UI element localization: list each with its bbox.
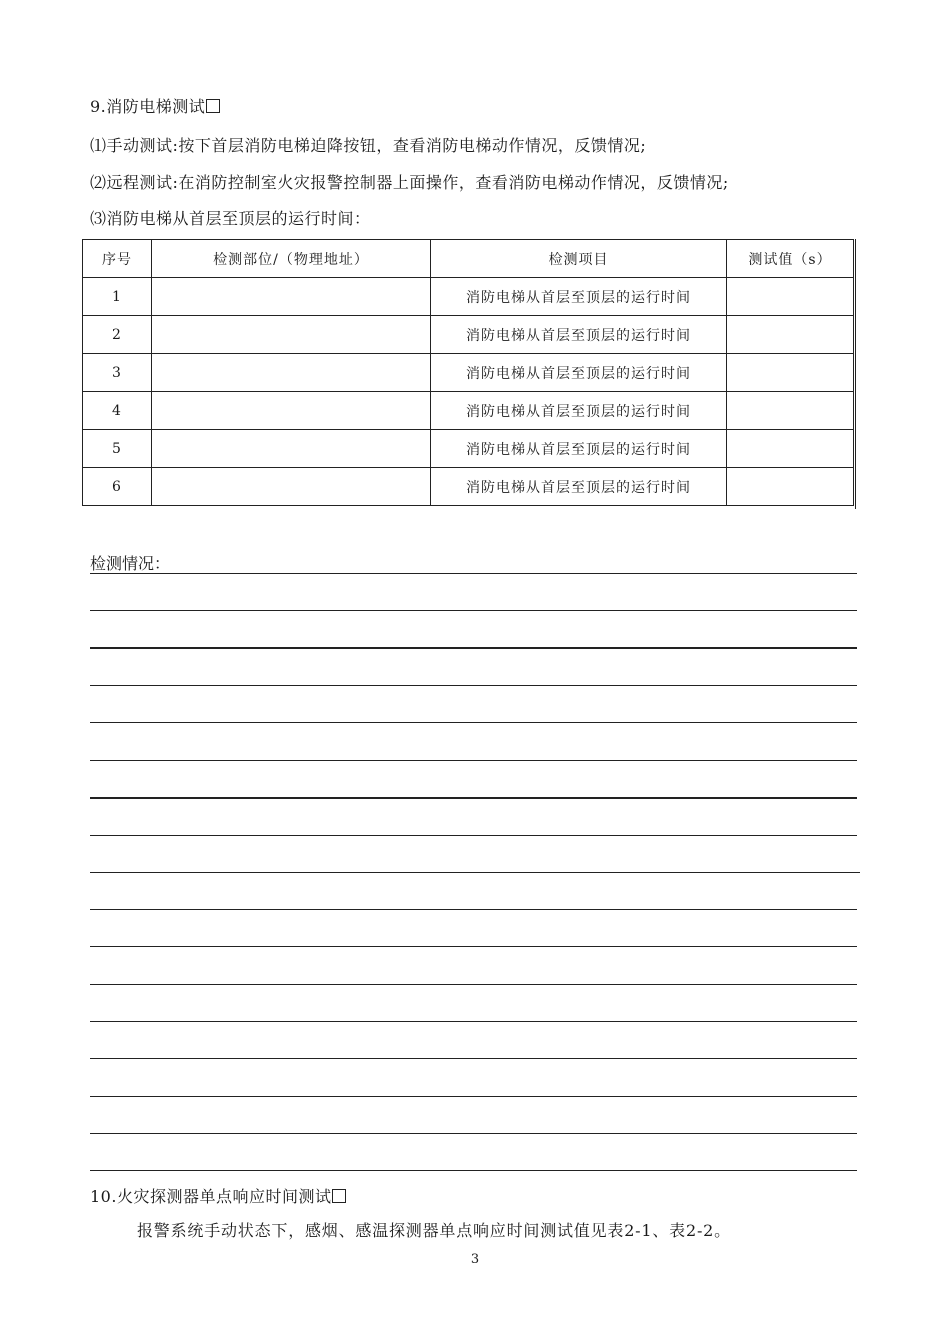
cell-item: 消防电梯从首层至顶层的运行时间 [431,278,727,316]
cell-value[interactable] [727,468,854,506]
header-value: 测试值（s） [727,240,854,278]
elevator-test-table [82,239,854,506]
cell-location[interactable] [152,354,431,392]
cell-location[interactable] [152,278,431,316]
writing-line[interactable] [90,1096,857,1097]
table-header-row [83,240,854,278]
writing-line[interactable] [90,760,857,761]
cell-item: 消防电梯从首层至顶层的运行时间 [431,316,727,354]
cell-no: 6 [83,468,152,506]
table-row [83,278,854,316]
cell-value[interactable] [727,430,854,468]
cell-item: 消防电梯从首层至顶层的运行时间 [431,468,727,506]
header-no: 序号 [83,240,152,278]
cell-value[interactable] [727,392,854,430]
section-9-title-text: 9.消防电梯测试 [90,97,206,116]
section-9-item-3: ⑶消防电梯从首层至顶层的运行时间： [90,209,371,228]
writing-line[interactable] [90,872,860,873]
cell-value[interactable] [727,316,854,354]
cell-value[interactable] [727,354,854,392]
cell-no: 2 [83,316,152,354]
header-location: 检测部位/（物理地址） [152,240,431,278]
writing-line[interactable] [90,1170,857,1171]
cell-item: 消防电梯从首层至顶层的运行时间 [431,430,727,468]
section-9-item-2: ⑵远程测试:在消防控制室火灾报警控制器上面操作，查看消防电梯动作情况，反馈情况; [90,173,729,192]
cell-location[interactable] [152,316,431,354]
header-item: 检测项目 [431,240,727,278]
checkbox-icon[interactable] [206,99,220,113]
writing-line[interactable] [90,610,857,611]
cell-value[interactable] [727,278,854,316]
page-number: 3 [470,1252,480,1267]
section-9-title [90,97,220,117]
cell-item: 消防电梯从首层至顶层的运行时间 [431,392,727,430]
writing-line[interactable] [90,647,857,649]
section-10-title-text: 10.火灾探测器单点响应时间测试 [90,1187,332,1206]
table-row [83,316,854,354]
detection-label: 检测情况： [90,554,171,573]
writing-line[interactable] [90,1021,857,1022]
cell-location[interactable] [152,392,431,430]
cell-no: 5 [83,430,152,468]
cell-no: 1 [83,278,152,316]
writing-line[interactable] [90,909,857,910]
cell-item: 消防电梯从首层至顶层的运行时间 [431,354,727,392]
writing-line[interactable] [90,835,857,836]
writing-line[interactable] [90,1133,857,1134]
table-row [83,468,854,506]
checkbox-icon[interactable] [332,1189,346,1203]
writing-line[interactable] [90,1058,857,1059]
table-outer-border [855,239,856,509]
table-row [83,354,854,392]
section-9-item-1: ⑴手动测试:按下首层消防电梯迫降按钮，查看消防电梯动作情况，反馈情况; [90,136,647,155]
table-row [83,392,854,430]
writing-line[interactable] [90,797,857,799]
writing-line[interactable] [90,946,857,947]
cell-no: 4 [83,392,152,430]
cell-location[interactable] [152,430,431,468]
cell-no: 3 [83,354,152,392]
section-10-paragraph: 报警系统手动状态下，感烟、感温探测器单点响应时间测试值见表2-1、表2-2。 [137,1221,731,1240]
writing-line[interactable] [90,573,857,574]
writing-line[interactable] [90,722,857,723]
table-row [83,430,854,468]
cell-location[interactable] [152,468,431,506]
section-10-title [90,1187,346,1207]
writing-line[interactable] [90,685,857,686]
writing-line[interactable] [90,984,857,985]
